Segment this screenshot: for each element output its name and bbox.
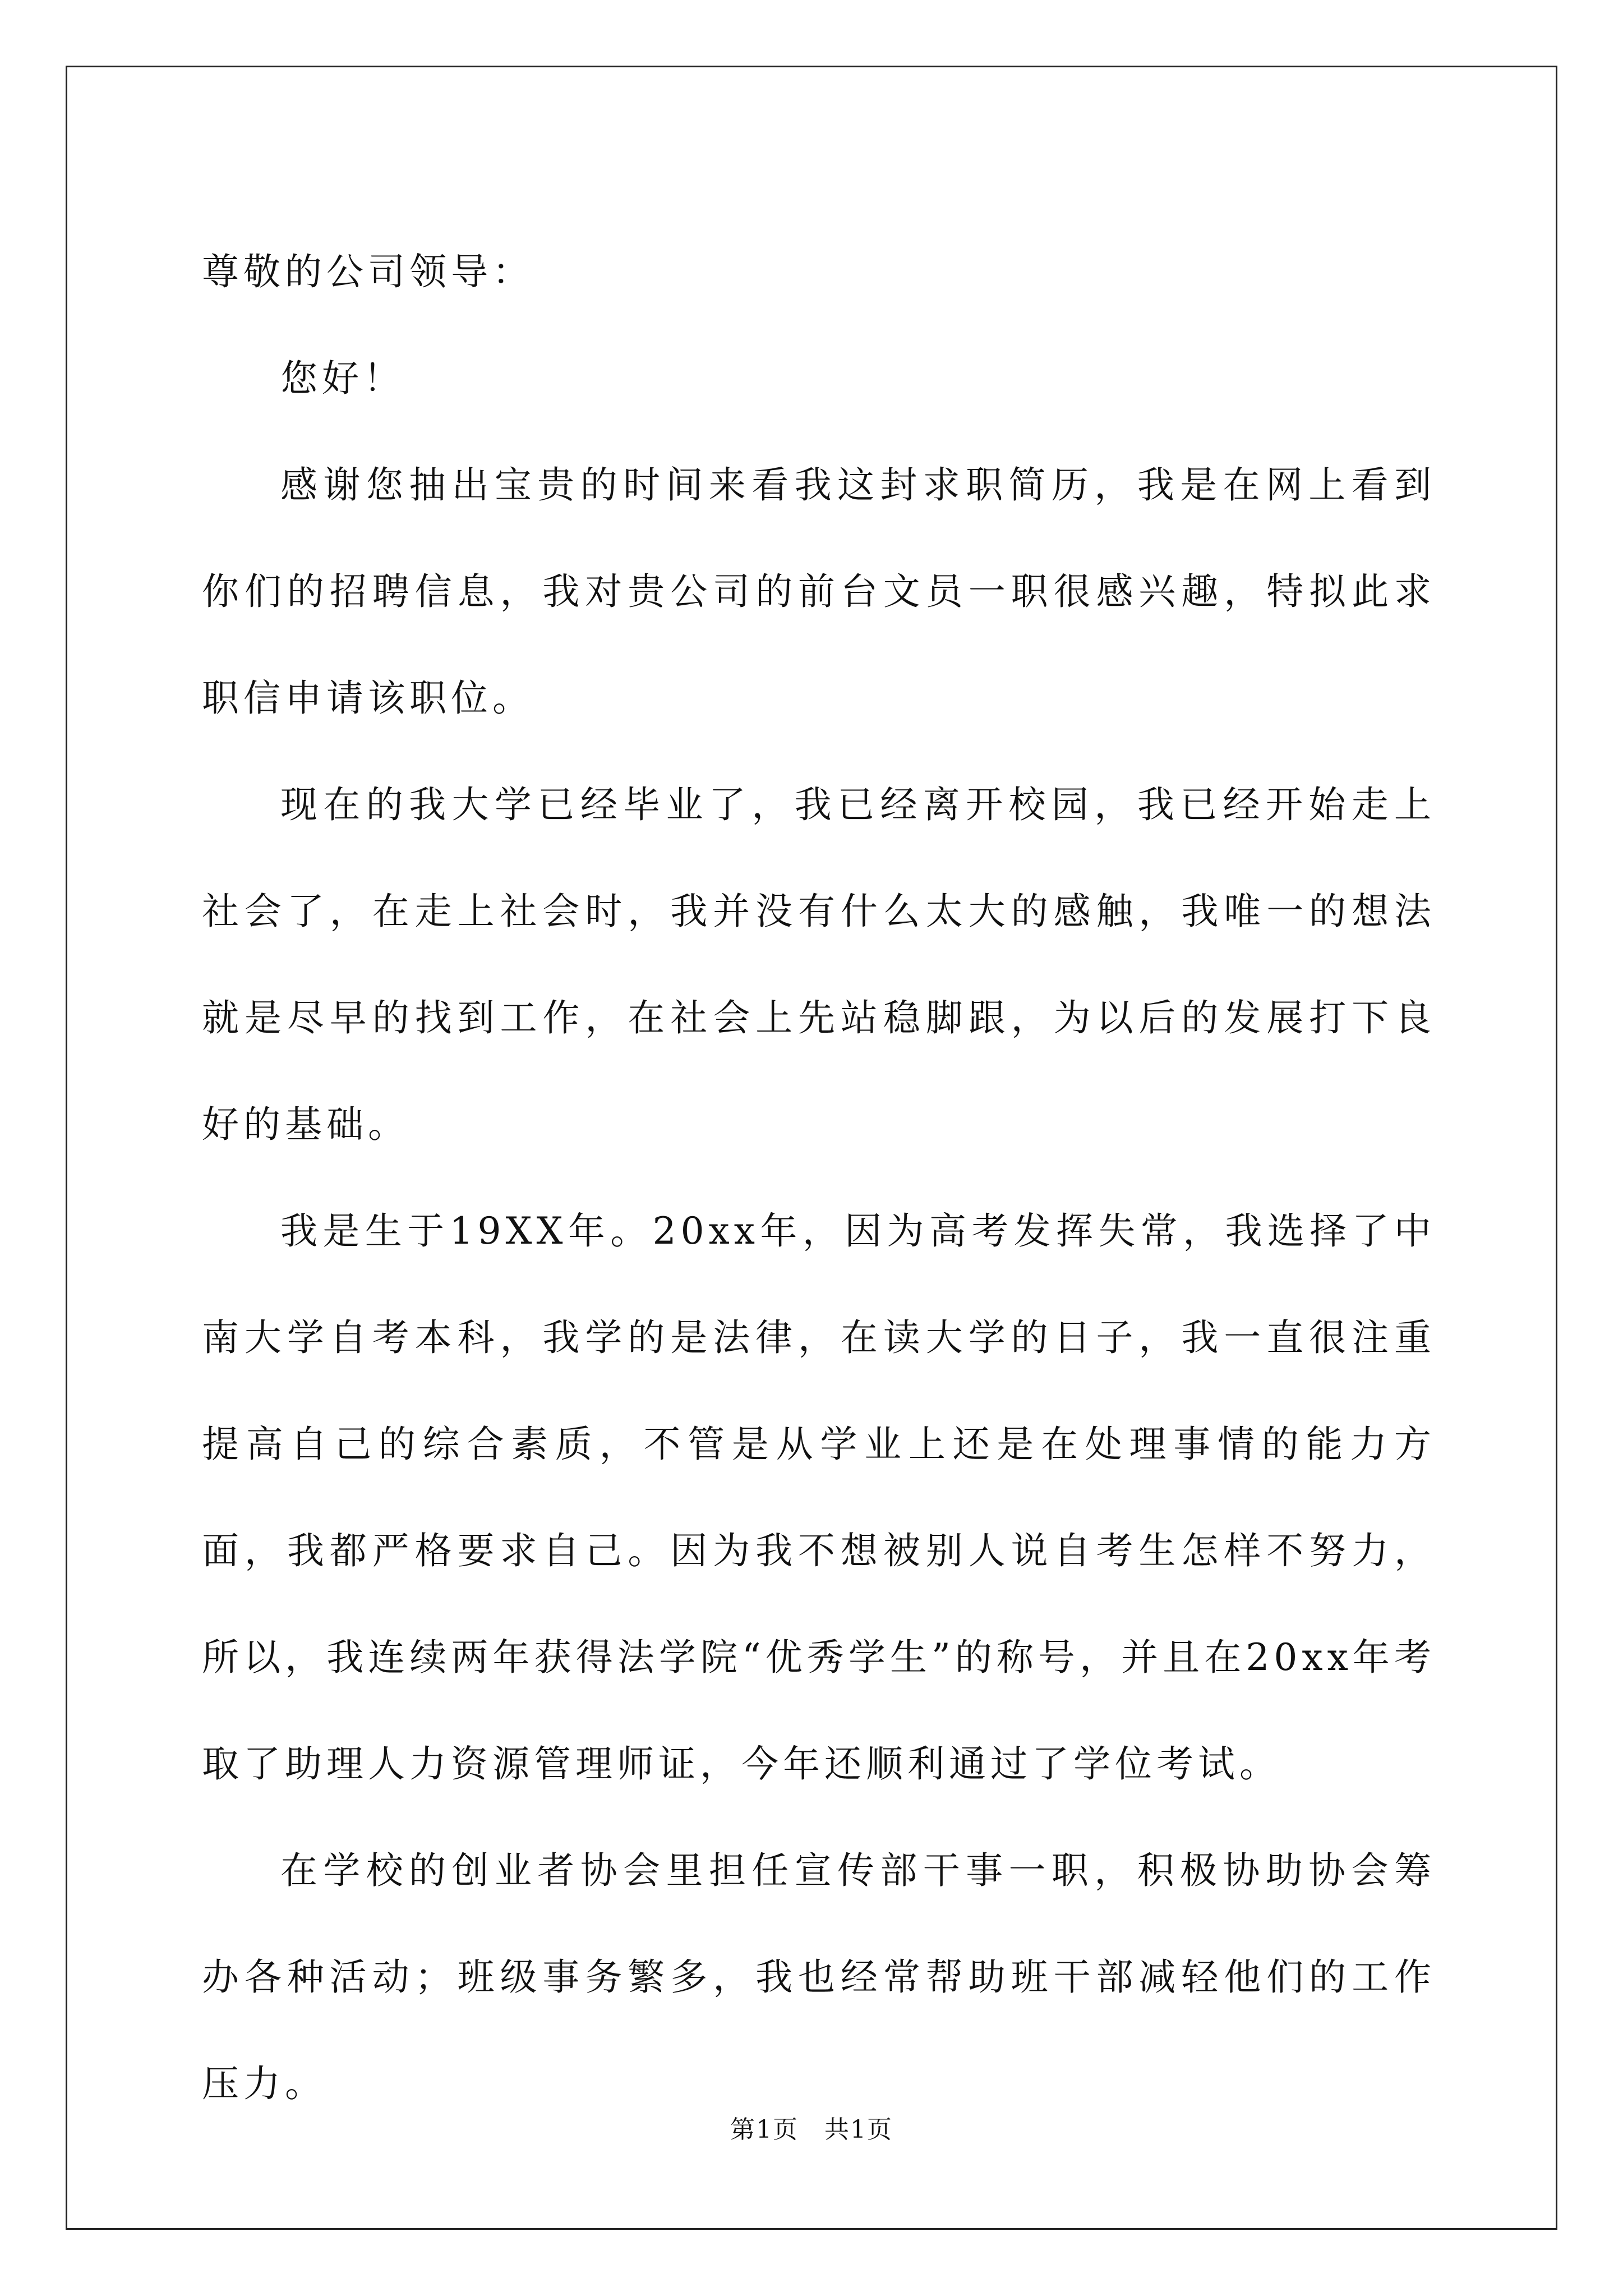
- salutation: 尊敬的公司领导：: [202, 250, 534, 293]
- page-number: 第1页 共1页: [730, 2115, 893, 2144]
- paragraph-education: 我是生于19XX年。20xx年，因为高考发挥失常，我选择了中南大学自考本科，我学的是法律，在读大学的日子，我一直很注重提高自己的综合素质，不管是从学业上还是在处理事情的能力方面，我都严格要求自己。因为我不想被别人说自考生怎样不努力，所以，我连续两年获得法学院“优秀学生”的称号，并且在20xx年考取了助理人力资源管理师证，今年还顺利通过了学位考试。: [202, 1209, 1436, 1786]
- letter-body: [202, 219, 1436, 2137]
- paragraph-intro: 感谢您抽出宝贵的时间来看我这封求职简历，我是在网上看到你们的招聘信息，我对贵公司的前台文员一职很感兴趣，特拟此求职信申请该职位。: [202, 463, 1436, 720]
- greeting: 您好！: [280, 357, 405, 400]
- paragraph-activities: 在学校的创业者协会里担任宣传部干事一职，积极协助协会筹办各种活动；班级事务繁多，我也经常帮助班干部减轻他们的工作压力。: [202, 1849, 1436, 2105]
- paragraph-graduation: 现在的我大学已经毕业了，我已经离开校园，我已经开始走上社会了，在走上社会时，我并没有什么太大的感触，我唯一的想法就是尽早的找到工作，在社会上先站稳脚跟，为以后的发展打下良好的基础。: [202, 783, 1436, 1146]
